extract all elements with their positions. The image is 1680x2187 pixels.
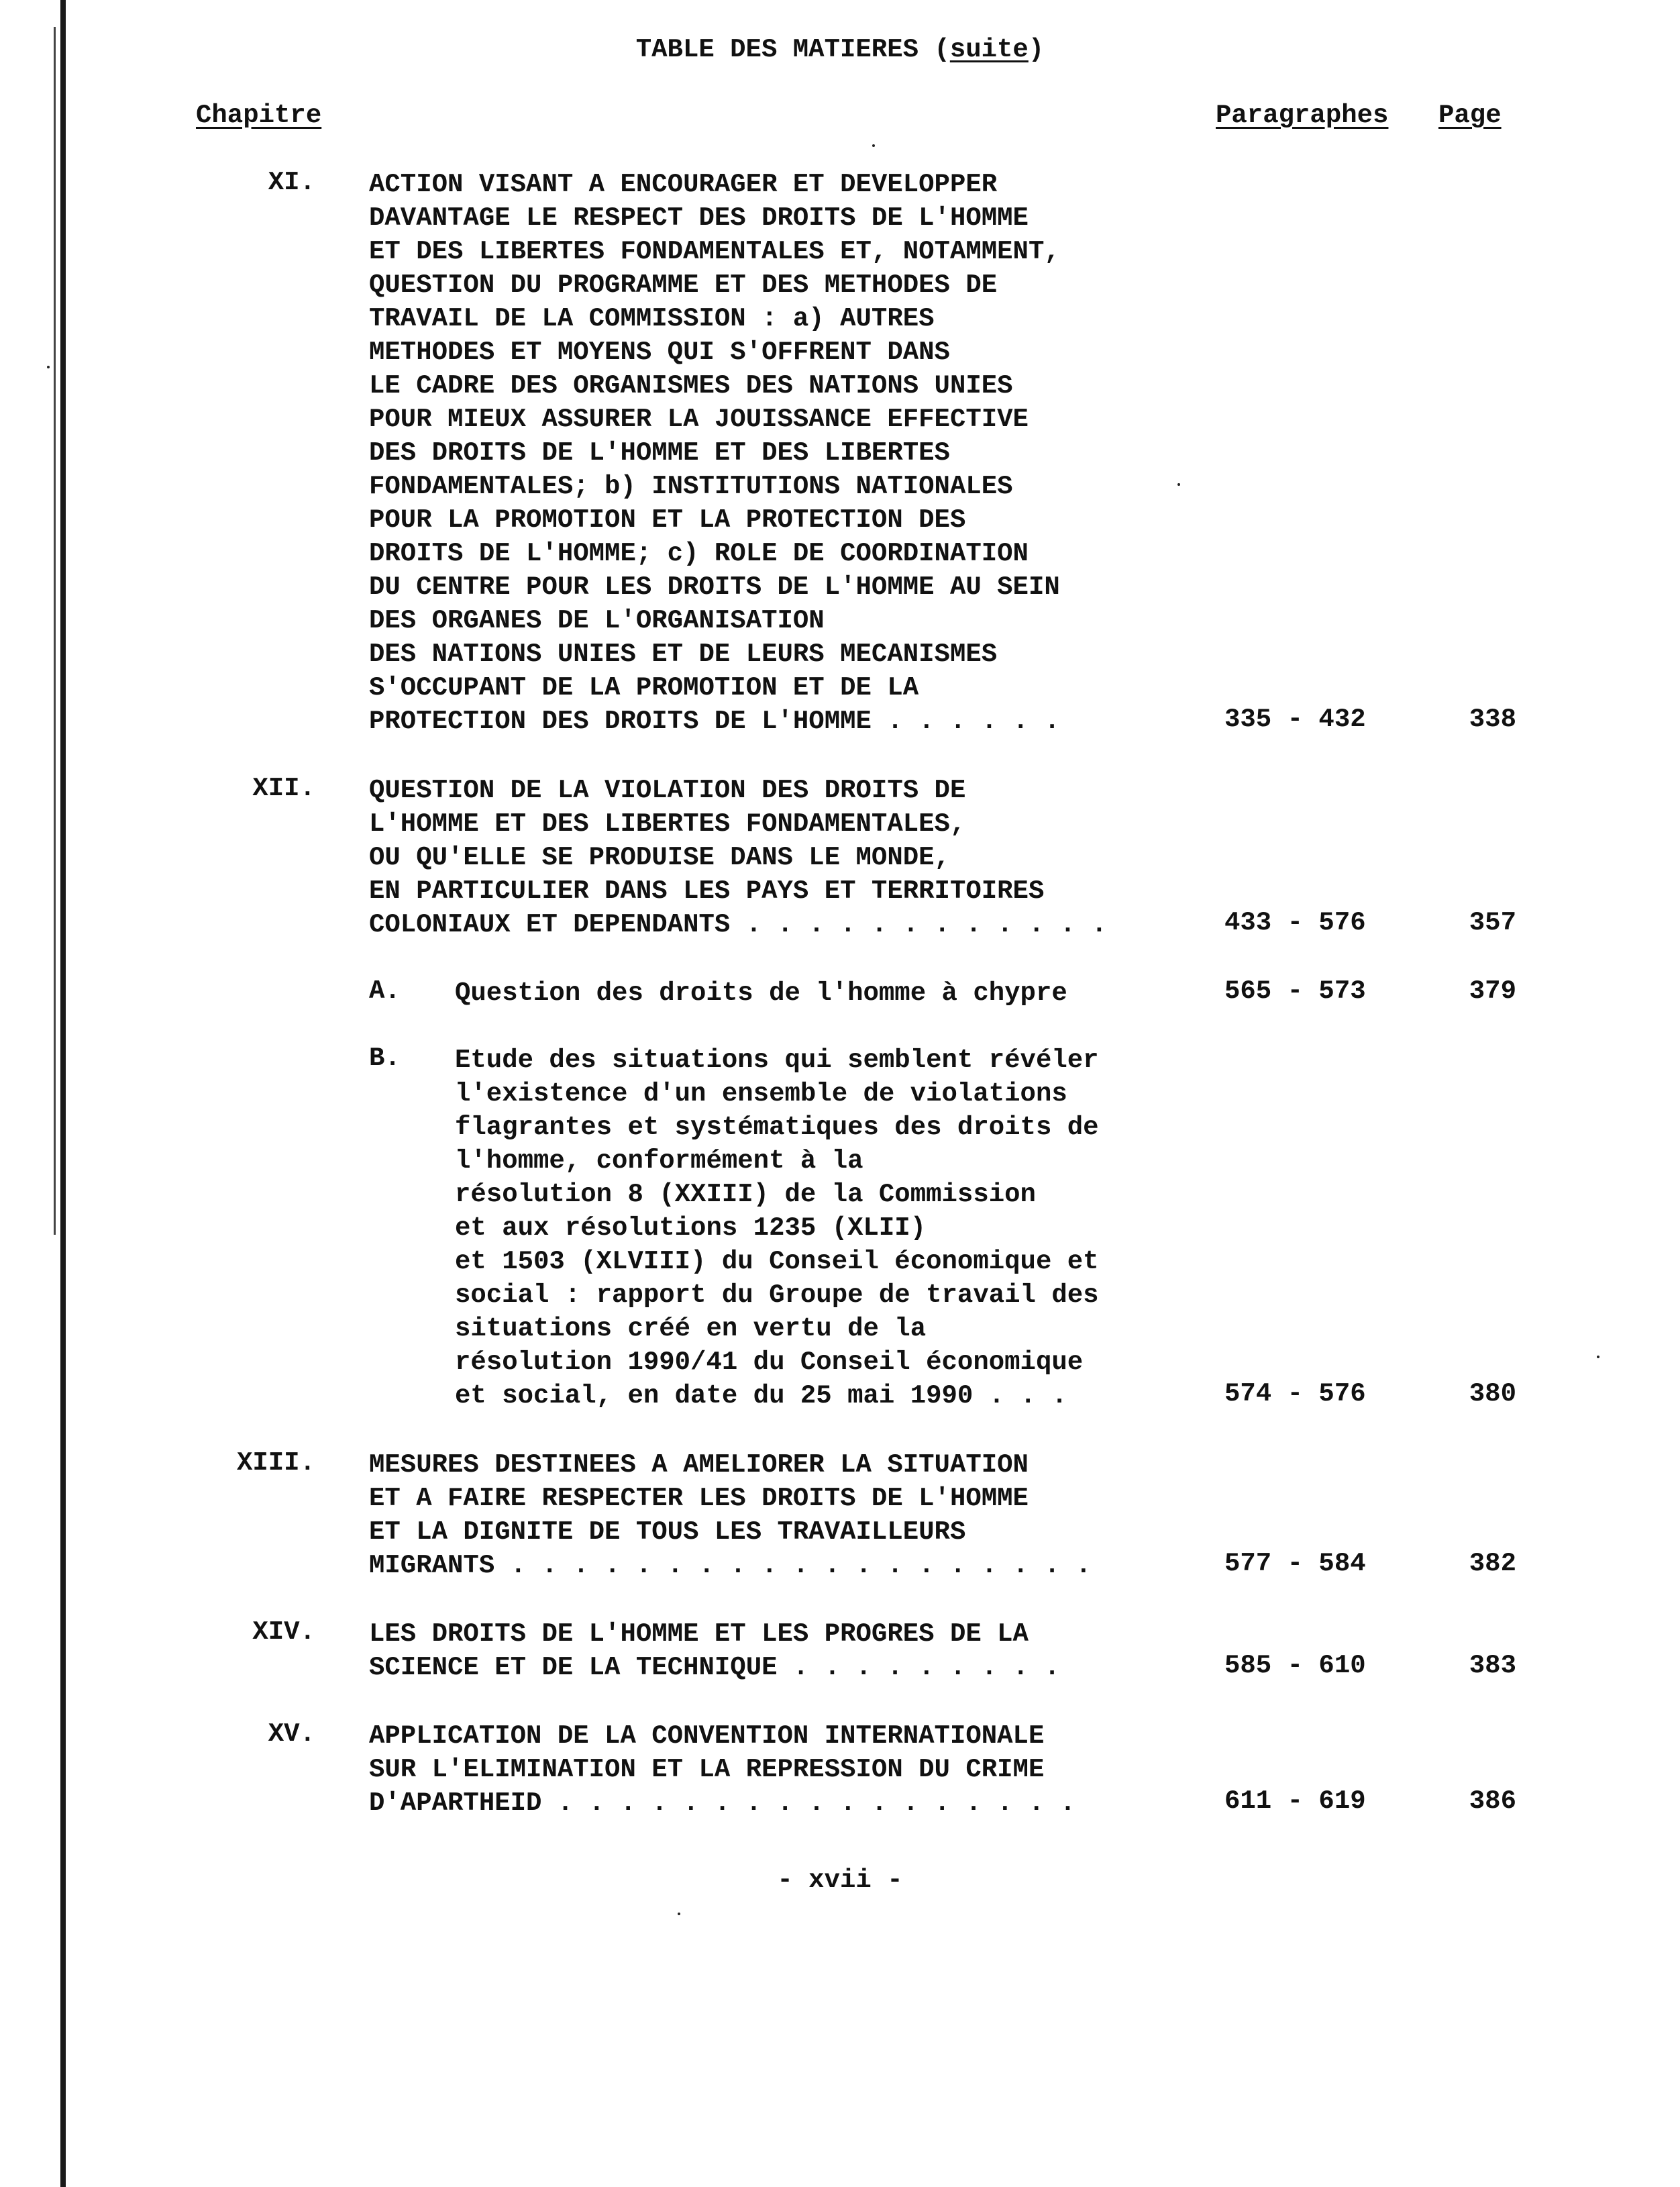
title-line: DES DROITS DE L'HOMME ET DES LIBERTES bbox=[369, 438, 950, 468]
title-line: l'existence d'un ensemble de violations bbox=[455, 1079, 1067, 1109]
title-line: MIGRANTS . . . . . . . . . . . . . . . . . . . bbox=[369, 1551, 1092, 1580]
title-line: OU QU'ELLE SE PRODUISE DANS LE MONDE, bbox=[369, 843, 950, 872]
subsection-title bbox=[455, 976, 1067, 1010]
title-line: METHODES ET MOYENS QUI S'OFFRENT DANS bbox=[369, 338, 950, 367]
title-line: et 1503 (XLVIII) du Conseil économique et bbox=[455, 1247, 1099, 1276]
scan-speck bbox=[1177, 483, 1180, 486]
subsection-letter: A. bbox=[369, 976, 401, 1006]
paragraph-range: 433 - 576 bbox=[1224, 908, 1366, 937]
title-line: ET DES LIBERTES FONDAMENTALES ET, NOTAMMENT, bbox=[369, 237, 1060, 266]
title-line: et social, en date du 25 mai 1990 . . . bbox=[455, 1381, 1067, 1411]
title-line: APPLICATION DE LA CONVENTION INTERNATIONALE bbox=[369, 1721, 1045, 1751]
page-number: 386 bbox=[1469, 1786, 1516, 1816]
title-line: SCIENCE ET DE LA TECHNIQUE . . . . . . . . . bbox=[369, 1653, 1060, 1682]
title-text: TABLE DES MATIERES ( bbox=[635, 35, 950, 64]
paragraph-range: 611 - 619 bbox=[1224, 1786, 1366, 1816]
chapter-number: XIII. bbox=[236, 1448, 315, 1478]
title-line: D'APARTHEID . . . . . . . . . . . . . . . . . bbox=[369, 1788, 1076, 1818]
page-number: 357 bbox=[1469, 908, 1516, 937]
scan-speck bbox=[47, 366, 50, 368]
scan-binding-edge bbox=[60, 0, 66, 2187]
title-line: ACTION VISANT A ENCOURAGER ET DEVELOPPER bbox=[369, 170, 998, 199]
title-line: TRAVAIL DE LA COMMISSION : a) AUTRES bbox=[369, 304, 935, 334]
chapter-number: XI. bbox=[268, 168, 315, 197]
title-line: flagrantes et systématiques des droits de bbox=[455, 1113, 1099, 1142]
scan-speck bbox=[678, 1913, 680, 1915]
title-line: résolution 1990/41 du Conseil économique bbox=[455, 1347, 1084, 1377]
page-number: 383 bbox=[1469, 1651, 1516, 1680]
chapter-number: XIV. bbox=[252, 1617, 315, 1647]
paragraph-range: 585 - 610 bbox=[1224, 1651, 1366, 1680]
title-line: LE CADRE DES ORGANISMES DES NATIONS UNIES bbox=[369, 371, 1013, 401]
title-line: FONDAMENTALES; b) INSTITUTIONS NATIONALES bbox=[369, 472, 1013, 501]
page-number: 379 bbox=[1469, 976, 1516, 1006]
scan-binding-shadow bbox=[54, 27, 56, 1235]
chapter-title bbox=[369, 1617, 1060, 1684]
title-line: DAVANTAGE LE RESPECT DES DROITS DE L'HOMME bbox=[369, 203, 1029, 233]
title-suite: suite bbox=[949, 35, 1029, 64]
title-line: Etude des situations qui semblent révéler bbox=[455, 1046, 1099, 1075]
title-line: L'HOMME ET DES LIBERTES FONDAMENTALES, bbox=[369, 809, 966, 839]
page-footer-number: - xvii - bbox=[777, 1866, 903, 1895]
title-line: DROITS DE L'HOMME; c) ROLE DE COORDINATION bbox=[369, 539, 1029, 568]
title-line: EN PARTICULIER DANS LES PAYS ET TERRITOIRES bbox=[369, 876, 1045, 906]
title-line: QUESTION DU PROGRAMME ET DES METHODES DE bbox=[369, 270, 998, 300]
title-line: résolution 8 (XXIII) de la Commission bbox=[455, 1180, 1036, 1209]
page-number: 382 bbox=[1469, 1549, 1516, 1578]
title-line: POUR MIEUX ASSURER LA JOUISSANCE EFFECTIVE bbox=[369, 405, 1029, 434]
title-line: PROTECTION DES DROITS DE L'HOMME . . . . . . bbox=[369, 707, 1060, 736]
paragraph-range: 574 - 576 bbox=[1224, 1379, 1366, 1409]
paragraph-range: 577 - 584 bbox=[1224, 1549, 1366, 1578]
title-line: DES ORGANES DE L'ORGANISATION bbox=[369, 606, 825, 635]
chapter-number: XII. bbox=[252, 774, 315, 803]
column-header-paragraphes: Paragraphes bbox=[1216, 101, 1389, 130]
title-line: et aux résolutions 1235 (XLII) bbox=[455, 1213, 927, 1243]
title-line: situations créé en vertu de la bbox=[455, 1314, 927, 1343]
title-line: DU CENTRE POUR LES DROITS DE L'HOMME AU SEIN bbox=[369, 572, 1060, 602]
scan-speck bbox=[1597, 1356, 1599, 1358]
title-line: ET A FAIRE RESPECTER LES DROITS DE L'HOMME bbox=[369, 1484, 1029, 1513]
title-line: POUR LA PROMOTION ET LA PROTECTION DES bbox=[369, 505, 966, 535]
title-line: MESURES DESTINEES A AMELIORER LA SITUATION bbox=[369, 1450, 1029, 1480]
title-line: DES NATIONS UNIES ET DE LEURS MECANISMES bbox=[369, 640, 998, 669]
page-number: 380 bbox=[1469, 1379, 1516, 1409]
column-header-page: Page bbox=[1438, 101, 1502, 130]
title-line: SUR L'ELIMINATION ET LA REPRESSION DU CRIME bbox=[369, 1755, 1045, 1784]
title-line: LES DROITS DE L'HOMME ET LES PROGRES DE LA bbox=[369, 1619, 1029, 1649]
scan-speck bbox=[872, 144, 875, 147]
subsection-title bbox=[455, 1044, 1099, 1413]
title-line: Question des droits de l'homme à chypre bbox=[455, 978, 1067, 1008]
chapter-title bbox=[369, 1448, 1092, 1582]
subsection-letter: B. bbox=[369, 1044, 401, 1073]
title-line: QUESTION DE LA VIOLATION DES DROITS DE bbox=[369, 776, 966, 805]
paragraph-range: 565 - 573 bbox=[1224, 976, 1366, 1006]
column-header-chapitre: Chapitre bbox=[196, 101, 322, 130]
paragraph-range: 335 - 432 bbox=[1224, 705, 1366, 734]
chapter-title bbox=[369, 1719, 1075, 1820]
chapter-title bbox=[369, 774, 1107, 942]
title-line: S'OCCUPANT DE LA PROMOTION ET DE LA bbox=[369, 673, 919, 703]
page-title bbox=[0, 35, 1680, 64]
title-line: social : rapport du Groupe de travail des bbox=[455, 1280, 1099, 1310]
title-line: COLONIAUX ET DEPENDANTS . . . . . . . . . . . . bbox=[369, 910, 1107, 939]
chapter-number: XV. bbox=[268, 1719, 315, 1749]
title-close: ) bbox=[1028, 35, 1045, 64]
title-line: l'homme, conformément à la bbox=[455, 1146, 863, 1176]
chapter-title bbox=[369, 168, 1060, 738]
page-number: 338 bbox=[1469, 705, 1516, 734]
title-line: ET LA DIGNITE DE TOUS LES TRAVAILLEURS bbox=[369, 1517, 966, 1547]
